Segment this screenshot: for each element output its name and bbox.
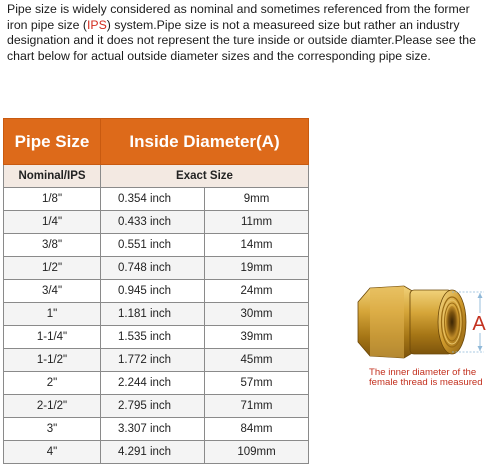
dimension-label-a: A bbox=[472, 313, 486, 335]
table-row bbox=[4, 303, 309, 326]
mm-cell: 30mm bbox=[205, 303, 309, 326]
inch-cell: 0.354 inch bbox=[101, 188, 205, 211]
header-inside-diameter: Inside Diameter(A) bbox=[101, 119, 309, 165]
header-pipe-size: Pipe Size bbox=[4, 119, 101, 165]
mm-cell: 45mm bbox=[205, 349, 309, 372]
table-row bbox=[4, 211, 309, 234]
mm-cell: 14mm bbox=[205, 234, 309, 257]
fitting-caption: The inner diameter of the female thread is measured bbox=[369, 367, 483, 389]
table-row bbox=[4, 395, 309, 418]
nominal-cell: 2" bbox=[4, 372, 101, 395]
subheader-nominal: Nominal/IPS bbox=[4, 165, 101, 188]
nominal-cell: 1/4" bbox=[4, 211, 101, 234]
mm-cell: 71mm bbox=[205, 395, 309, 418]
intro-text-part1: Pipe size is widely considered as nominal and sometimes referenced from the former iron pipe size ( bbox=[7, 2, 470, 32]
nominal-cell: 2-1/2" bbox=[4, 395, 101, 418]
intro-text-part2: ) system.Pipe size is not a measureed size but rather an industry designation and it does not represent the ture inside or outside diamter.Please see the chart below for actual outside diameter sizes and the corresponding pipe size. bbox=[7, 17, 476, 63]
nominal-cell: 3/4" bbox=[4, 280, 101, 303]
mm-cell: 109mm bbox=[205, 441, 309, 464]
table-row bbox=[4, 418, 309, 441]
bore-shape bbox=[446, 306, 458, 338]
brass-fitting-image bbox=[352, 278, 488, 364]
inch-cell: 1.181 inch bbox=[101, 303, 205, 326]
inch-cell: 4.291 inch bbox=[101, 441, 205, 464]
table-row bbox=[4, 234, 309, 257]
inch-cell: 0.551 inch bbox=[101, 234, 205, 257]
nominal-cell: 4" bbox=[4, 441, 101, 464]
inch-cell: 0.945 inch bbox=[101, 280, 205, 303]
inch-cell: 1.535 inch bbox=[101, 326, 205, 349]
pipe-size-table bbox=[3, 118, 309, 464]
ips-highlight: IPS bbox=[86, 17, 107, 32]
nominal-cell: 1/8" bbox=[4, 188, 101, 211]
inch-cell: 2.795 inch bbox=[101, 395, 205, 418]
nominal-cell: 3/8" bbox=[4, 234, 101, 257]
nominal-cell: 1/2" bbox=[4, 257, 101, 280]
inch-cell: 2.244 inch bbox=[101, 372, 205, 395]
hex-facet-shape bbox=[370, 286, 404, 358]
inch-cell: 0.748 inch bbox=[101, 257, 205, 280]
nominal-cell: 1-1/4" bbox=[4, 326, 101, 349]
table-row bbox=[4, 188, 309, 211]
mm-cell: 19mm bbox=[205, 257, 309, 280]
mm-cell: 24mm bbox=[205, 280, 309, 303]
mm-cell: 84mm bbox=[205, 418, 309, 441]
table-row bbox=[4, 280, 309, 303]
inch-cell: 0.433 inch bbox=[101, 211, 205, 234]
table-row bbox=[4, 257, 309, 280]
nominal-cell: 1" bbox=[4, 303, 101, 326]
table-row bbox=[4, 372, 309, 395]
intro-paragraph bbox=[7, 2, 485, 64]
mm-cell: 57mm bbox=[205, 372, 309, 395]
table-row bbox=[4, 326, 309, 349]
inch-cell: 1.772 inch bbox=[101, 349, 205, 372]
table-row bbox=[4, 349, 309, 372]
table-row bbox=[4, 441, 309, 464]
nominal-cell: 3" bbox=[4, 418, 101, 441]
mm-cell: 11mm bbox=[205, 211, 309, 234]
inch-cell: 3.307 inch bbox=[101, 418, 205, 441]
subheader-exact-size: Exact Size bbox=[101, 165, 309, 188]
nominal-cell: 1-1/2" bbox=[4, 349, 101, 372]
mm-cell: 39mm bbox=[205, 326, 309, 349]
mm-cell: 9mm bbox=[205, 188, 309, 211]
